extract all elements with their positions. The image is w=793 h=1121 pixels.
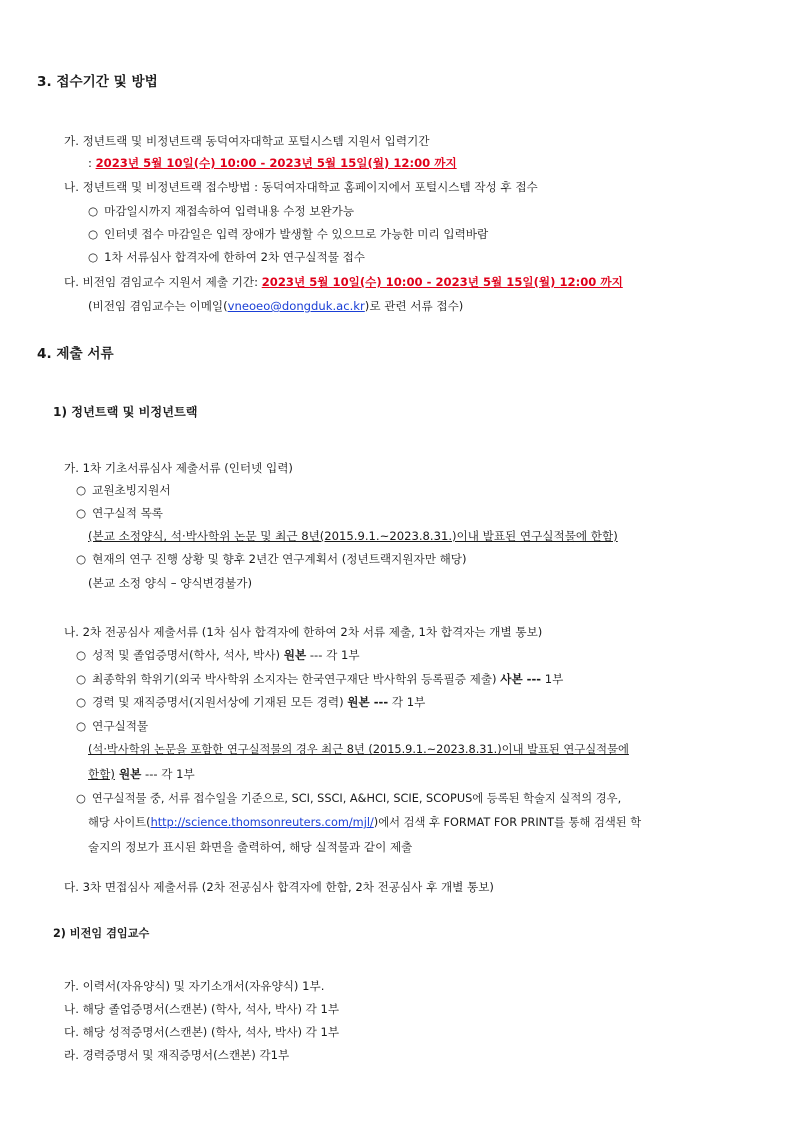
bullet-circle-icon: ○ [76,672,87,686]
s4-ga-bullet-3: ○ 현재의 연구 진행 상황 및 향후 2년간 연구계획서 (정년트랙지원자만 해당) [76,552,467,566]
s3-item-na: 나. 정년트랙 및 비정년트랙 접수방법 : 동덕여자대학교 홈페이지에서 포털시스템 작성 후 접수 [64,180,538,194]
section-3-title: 3. 접수기간 및 방법 [37,74,158,90]
bullet-circle-icon: ○ [76,506,87,520]
bullet-circle-icon: ○ [76,483,87,497]
email-link[interactable]: vneoeo@dongduk.ac.kr [227,299,365,313]
s3-da-note: (비전임 겸임교수는 이메일(vneoeo@dongduk.ac.kr)로 관련 서류 접수) [88,299,464,313]
s4-na-bullet-2: ○ 최종학위 학위기(외국 박사학위 소지자는 한국연구재단 박사학위 등록필증 제출) 사본 --- 1부 [76,672,564,686]
s3-item-ga-date-line: : 2023년 5월 10일(수) 10:00 - 2023년 5월 15일(월) 12:00 까지 [88,156,457,170]
section-4-title: 4. 제출 서류 [37,346,114,362]
s4-na-bullet-3: ○ 경력 및 재직증명서(지원서상에 기재된 모든 경력) 원본 --- 각 1부 [76,695,426,709]
thomson-link[interactable]: http://science.thomsonreuters.com/mjl/ [150,816,374,829]
bullet-circle-icon: ○ [88,250,99,264]
s4-sub2-item-4: 라. 경력증명서 및 재직증명서(스캔본) 각1부 [64,1048,290,1062]
s4-na-bullet-5: ○ 연구실적물 중, 서류 접수일을 기준으로, SCI, SSCI, A&HCI, SCIE, SCOPUS에 등록된 학술지 실적의 경우, [76,792,622,805]
s4-sub1-na: 나. 2차 전공심사 제출서류 (1차 심사 합격자에 한하여 2차 서류 제출, 1차 합격자는 개별 통보) [64,625,543,639]
s4-na-bullet-4-note-2: 한함) 원본 --- 각 1부 [88,767,195,781]
bullet-circle-icon: ○ [76,552,87,566]
s4-na-bullet-4-note-1: (석·박사학위 논문을 포함한 연구실적물의 경우 최근 8년 (2015.9.1.~2023.8.31.)이내 발표된 연구실적물에 [88,743,629,756]
bullet-circle-icon: ○ [76,719,87,733]
s4-ga-bullet-2-note: (본교 소정양식, 석·박사학위 논문 및 최근 8년(2015.9.1.~2023.8.31.)이내 발표된 연구실적물에 한함) [88,529,618,543]
s4-ga-bullet-3-note: (본교 소정 양식 – 양식변경불가) [88,576,252,590]
s4-sub2-item-1: 가. 이력서(자유양식) 및 자기소개서(자유양식) 1부. [64,979,325,993]
s3-na-bullet-1: ○ 마감일시까지 재접속하여 입력내용 수정 보완가능 [88,204,355,218]
s4-sub1-ga: 가. 1차 기초서류심사 제출서류 (인터넷 입력) [64,461,293,475]
s4-sub2-item-3: 다. 해당 성적증명서(스캔본) (학사, 석사, 박사) 각 1부 [64,1025,340,1039]
s3-da-date: 2023년 5월 10일(수) 10:00 - 2023년 5월 15일(월) 12:00 까지 [261,275,623,289]
s4-ga-bullet-2: ○ 연구실적 목록 [76,506,164,520]
s4-sub1-da: 다. 3차 면접심사 제출서류 (2차 전공심사 합격자에 한함, 2차 전공심사 후 개별 통보) [64,880,494,894]
bullet-circle-icon: ○ [88,227,99,241]
bullet-circle-icon: ○ [76,792,86,805]
s3-na-bullet-2: ○ 인터넷 접수 마감일은 입력 장애가 발생할 수 있으므로 가능한 미리 입력바람 [88,227,489,241]
s3-item-da: 다. 비전임 겸임교수 지원서 제출 기간: 2023년 5월 10일(수) 10:00 - 2023년 5월 15일(월) 12:00 까지 [64,275,623,289]
s4-ga-bullet-1: ○ 교원초빙지원서 [76,483,171,497]
s4-sub1-title: 1) 정년트랙 및 비정년트랙 [53,405,198,419]
bullet-circle-icon: ○ [76,695,87,709]
bullet-circle-icon: ○ [76,648,87,662]
s4-sub2-item-2: 나. 해당 졸업증명서(스캔본) (학사, 석사, 박사) 각 1부 [64,1002,340,1016]
bullet-circle-icon: ○ [88,204,99,218]
s4-na-bullet-1: ○ 성적 및 졸업증명서(학사, 석사, 박사) 원본 --- 각 1부 [76,648,360,662]
s3-na-bullet-3: ○ 1차 서류심사 합격자에 한하여 2차 연구실적물 접수 [88,250,365,264]
s4-na-bullet-5-line-2: 해당 사이트(http://science.thomsonreuters.com/mjl/)에서 검색 후 FORMAT FOR PRINT를 통해 검색된 학 [88,816,642,829]
s4-na-bullet-5-line-3: 술지의 정보가 표시된 화면을 출력하여, 해당 실적물과 같이 제출 [88,840,413,854]
s4-na-bullet-4: ○ 연구실적물 [76,719,149,733]
s3-ga-date: 2023년 5월 10일(수) 10:00 - 2023년 5월 15일(월) 12:00 까지 [95,156,457,170]
s3-item-ga: 가. 정년트랙 및 비정년트랙 동덕여자대학교 포털시스템 지원서 입력기간 [64,134,430,148]
s4-sub2-title: 2) 비전임 겸임교수 [53,927,150,940]
